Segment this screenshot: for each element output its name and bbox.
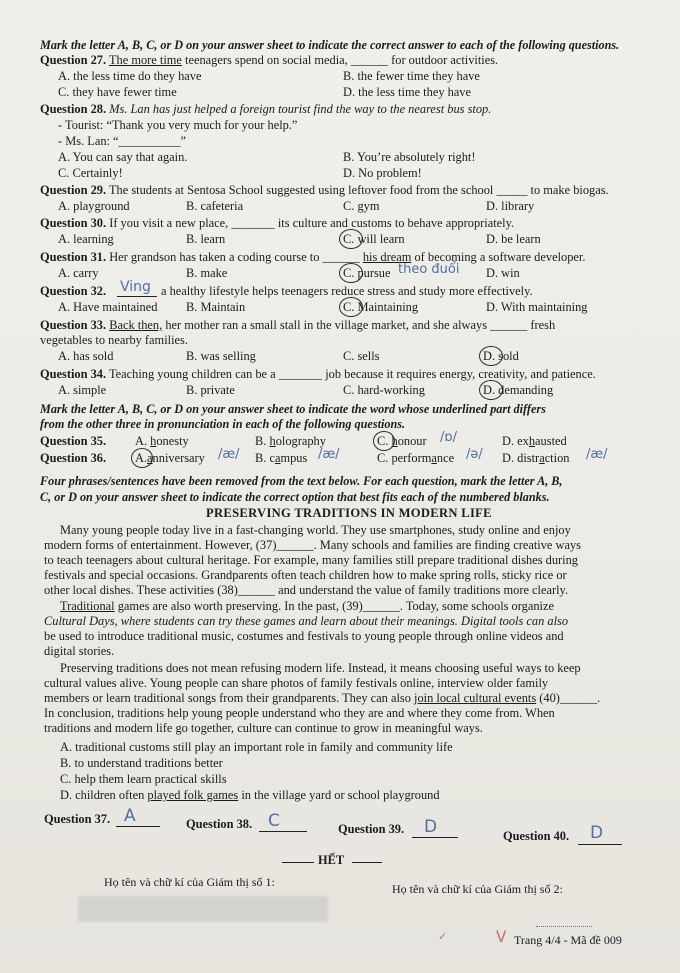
q29-option-b: B. cafeteria	[186, 199, 244, 213]
redacted-area	[78, 896, 328, 922]
het-rule-right	[352, 862, 382, 863]
q28-lan-line: - Ms. Lan: “__________”	[58, 134, 187, 148]
q32-option-d: D. With maintaining	[486, 300, 588, 314]
answer-40-line	[578, 844, 622, 845]
passage-line: Preserving traditions does not mean refusing modern life. Instead, it means choosing useful ways to keep	[60, 661, 581, 675]
q31-option-d: D. win	[486, 266, 520, 280]
question-32: Question 32.	[40, 284, 107, 298]
q33-option-a: A. has sold	[58, 349, 114, 363]
q28-tourist-line: - Tourist: “Thank you very much for your help.”	[58, 118, 298, 132]
proctor-2-signature-label: Họ tên và chữ kí của Giám thị số 2:	[392, 882, 563, 896]
q30-option-b: B. learn	[186, 232, 226, 246]
answer-38-label: Question 38.	[186, 817, 253, 831]
q31-option-a: A. carry	[58, 266, 99, 280]
q28-option-c: C. Certainly!	[58, 166, 123, 180]
q30-option-d: D. be learn	[486, 232, 541, 246]
q34-option-d: D. demanding	[483, 383, 554, 397]
instruction-2-line-2: from the other three in pronunciation in each of the following questions.	[40, 417, 406, 431]
q31-handwritten-note: theo đuổi	[398, 262, 460, 277]
q35-option-a: A. honesty	[135, 434, 189, 448]
q32-option-a: A. Have maintained	[58, 300, 158, 314]
q29-option-c: C. gym	[343, 199, 380, 213]
question-35-label: Question 35.	[40, 434, 107, 448]
answer-40-label: Question 40.	[503, 829, 570, 843]
instruction-1: Mark the letter A, B, C, or D on your answer sheet to indicate the correct answer to each of the following questions.	[40, 38, 620, 52]
q28-option-b: B. You’re absolutely right!	[343, 150, 476, 164]
question-34: Question 34. Teaching young children can be a _______ job because it requires energy, creativity, and patience.	[40, 367, 596, 381]
end-marker: HẾT	[318, 853, 345, 867]
q35-handwritten-note: /ɒ/	[440, 430, 458, 445]
answer-37-label: Question 37.	[44, 812, 111, 826]
q27-option-c: C. they have fewer time	[58, 85, 177, 99]
passage-line: other local dishes. These activities (38)______ and understand the value of family traditions more clearly.	[44, 583, 569, 597]
proctor-2-dotted-line	[536, 926, 592, 927]
q33-option-c: C. sells	[343, 349, 380, 363]
answer-39-value: D	[424, 817, 438, 837]
question-28: Question 28. Ms. Lan has just helped a foreign tourist find the way to the nearest bus stop.	[40, 102, 492, 116]
instruction-3-line-1: Four phrases/sentences have been removed from the text below. For each question, mark the letter A, B,	[40, 474, 563, 488]
passage-line: digital stories.	[44, 644, 115, 658]
instruction-2-line-1: Mark the letter A, B, C, or D on your answer sheet to indicate the word whose underlined part differs	[40, 402, 546, 416]
q32-handwritten-note: Ving	[120, 279, 151, 295]
passage-option-b: B. to understand traditions better	[60, 756, 223, 770]
answer-38-line	[259, 831, 307, 832]
q31-option-b: B. make	[186, 266, 228, 280]
answer-37-value: A	[124, 806, 136, 826]
het-rule-left	[282, 862, 314, 863]
q35-option-d: D. exhausted	[502, 434, 567, 448]
passage-line: festivals and special occasions. Grandparents often teach children how to make spring rolls, sticky rice or	[44, 568, 567, 582]
q29-option-d: D. library	[486, 199, 535, 213]
q28-option-d: D. No problem!	[343, 166, 422, 180]
answer-39-line	[412, 837, 458, 838]
q36-option-b: B. campus	[255, 451, 308, 465]
q35-option-b: B. holography	[255, 434, 326, 448]
q34-option-a: A. simple	[58, 383, 107, 397]
q32-option-b: B. Maintain	[186, 300, 246, 314]
passage-line: Cultural Days, where students can try these games and learn about their meanings. Digital tools can also	[44, 614, 569, 628]
passage-option-a: A. traditional customs still play an important role in family and community life	[60, 740, 453, 754]
page-footer: Trang 4/4 - Mã đề 009	[514, 933, 622, 947]
q36-option-c: C. performance	[377, 451, 455, 465]
question-30: Question 30. If you visit a new place, _______ its culture and customs to behave appropriately.	[40, 216, 515, 230]
q36-option-d: D. distraction	[502, 451, 570, 465]
proctor-1-signature-label: Họ tên và chữ kí của Giám thị số 1:	[104, 875, 275, 889]
q33-option-d: D. sold	[483, 349, 519, 363]
passage-line: be used to introduce traditional music, costumes and festivals to young people through online videos and	[44, 629, 564, 643]
question-36-label: Question 36.	[40, 451, 107, 465]
q27-option-a: A. the less time do they have	[58, 69, 202, 83]
answer-40-value: D	[590, 823, 604, 843]
q30-option-c: C. will learn	[343, 232, 405, 246]
passage-option-d: D. children often played folk games in the village yard or school playground	[60, 788, 440, 802]
q32-stem: a healthy lifestyle helps teenagers reduce stress and study more effectively.	[161, 284, 533, 298]
q33-option-b: B. was selling	[186, 349, 256, 363]
question-27: Question 27. The more time teenagers spend on social media, ______ for outdoor activities.	[40, 53, 499, 67]
q36-d-handwritten-note: /æ/	[586, 447, 608, 462]
q34-option-c: C. hard-working	[343, 383, 425, 397]
answer-37-line	[116, 826, 160, 827]
q33-stem-line-2: vegetables to nearby families.	[40, 333, 188, 347]
question-31: Question 31. Her grandson has taken a coding course to ______ his dream of becoming a software developer.	[40, 250, 586, 264]
q32-blank	[117, 296, 157, 297]
red-pen-mark: ᐯ	[496, 928, 507, 946]
answer-38-value: C	[268, 811, 280, 831]
passage-line: Many young people today live in a fast-changing world. They use smartphones, study online and enjoy	[60, 523, 571, 537]
question-29: Question 29. The students at Sentosa School suggested using leftover food from the school _____ to make biogas.	[40, 183, 609, 197]
q36-b-handwritten-note: /æ/	[318, 447, 340, 462]
passage-title: PRESERVING TRADITIONS IN MODERN LIFE	[206, 506, 492, 520]
red-pen-mark: ✓	[438, 930, 448, 943]
q36-c-handwritten-note: /ə/	[466, 447, 483, 462]
instruction-3-line-2: C, or D on your answer sheet to indicate the correct option that best fits each of the numbered blanks.	[40, 490, 550, 504]
question-33: Question 33. Back then, her mother ran a small stall in the village market, and she always ______ fresh	[40, 318, 556, 332]
passage-line: Traditional games are also worth preserving. In the past, (39)______. Today, some schools organize	[60, 599, 554, 613]
q32-option-c: C. Maintaining	[343, 300, 419, 314]
q29-option-a: A. playground	[58, 199, 130, 213]
q27-option-b: B. the fewer time they have	[343, 69, 480, 83]
passage-line: In conclusion, traditions help young people understand who they are and where they come from. When	[44, 706, 555, 720]
passage-line: cultural values alive. Young people can share photos of family festivals online, interview older family	[44, 676, 549, 690]
answer-39-label: Question 39.	[338, 822, 405, 836]
q28-option-a: A. You can say that again.	[58, 150, 188, 164]
q35-option-c: C. honour	[377, 434, 427, 448]
passage-line: to teach teenagers about cultural heritage. For example, many families still prepare traditional dishes during	[44, 553, 578, 567]
q27-option-d: D. the less time they have	[343, 85, 472, 99]
q30-option-a: A. learning	[58, 232, 114, 246]
q36-a-handwritten-note: /æ/	[218, 447, 240, 462]
q36-option-a: A.anniversary	[135, 451, 205, 465]
passage-line: members or learn traditional songs from their grandparents. They can also join local cultural events (40)______.	[44, 691, 601, 705]
q31-option-c: C. pursue	[343, 266, 391, 280]
q34-option-b: B. private	[186, 383, 235, 397]
passage-option-c: C. help them learn practical skills	[60, 772, 227, 786]
passage-line: traditions and modern life go together, culture can continue to grow in meaningful ways.	[44, 721, 483, 735]
passage-line: modern forms of entertainment. However, (37)______. Many schools and families are finding creative ways	[44, 538, 581, 552]
